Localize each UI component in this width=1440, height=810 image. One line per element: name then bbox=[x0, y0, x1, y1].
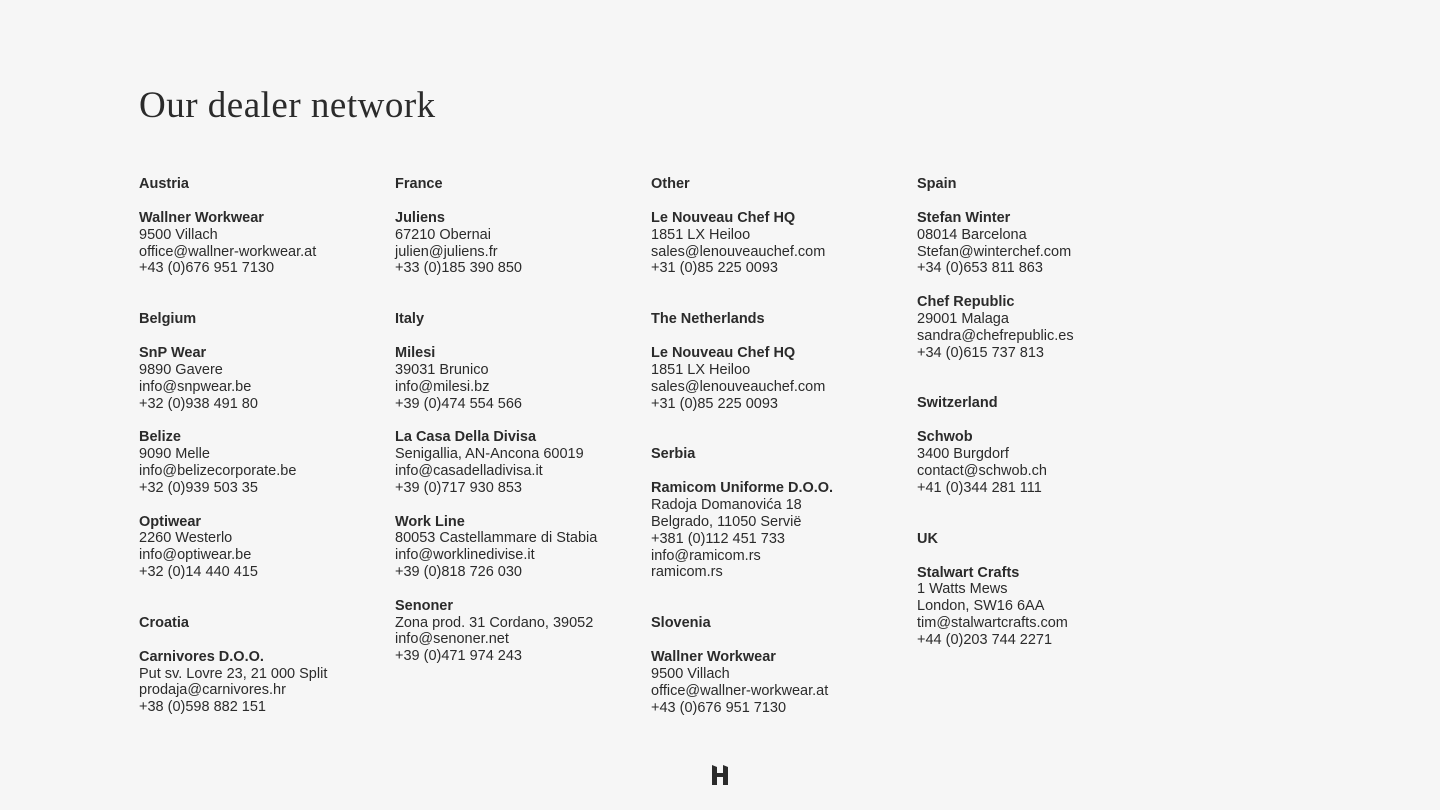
dealer-name: Milesi bbox=[395, 345, 436, 362]
dealer-phone: +34 (0)615 737 813 bbox=[917, 344, 1044, 361]
country-heading: Serbia bbox=[651, 446, 696, 463]
dealer-email: tim@stalwartcrafts.com bbox=[917, 614, 1068, 631]
dealer-phone: +39 (0)474 554 566 bbox=[395, 395, 522, 412]
dealer-phone: +39 (0)818 726 030 bbox=[395, 563, 522, 580]
dealer-entry bbox=[139, 210, 379, 277]
dealer-phone: +43 (0)676 951 7130 bbox=[651, 699, 787, 716]
dealer-detail: 2260 Westerlo bbox=[139, 530, 233, 547]
dealer-name: Schwob bbox=[917, 429, 973, 446]
dealer-phone: +38 (0)598 882 151 bbox=[139, 699, 266, 716]
country-section bbox=[139, 311, 379, 581]
dealer-detail: London, SW16 6AA bbox=[917, 598, 1045, 615]
dealer-phone: +33 (0)185 390 850 bbox=[395, 260, 522, 277]
country-section bbox=[651, 446, 901, 581]
dealer-entry bbox=[139, 429, 379, 496]
brand-h-logo-icon bbox=[711, 764, 729, 786]
dealer-column-1 bbox=[139, 176, 379, 750]
country-heading: Croatia bbox=[139, 614, 189, 631]
dealer-entry bbox=[395, 598, 635, 665]
dealer-email: info@casadelladivisa.it bbox=[395, 462, 543, 479]
dealer-entry bbox=[917, 565, 1167, 649]
dealer-email: info@worklinedivise.it bbox=[395, 547, 535, 564]
dealer-entry bbox=[139, 649, 379, 716]
dealer-name: Carnivores D.O.O. bbox=[139, 648, 264, 665]
dealer-name: Senoner bbox=[395, 597, 454, 614]
country-heading: Switzerland bbox=[917, 395, 998, 412]
dealer-phone: +32 (0)939 503 35 bbox=[139, 479, 258, 496]
country-section bbox=[651, 176, 901, 277]
country-section bbox=[917, 395, 1167, 496]
country-section bbox=[917, 531, 1167, 649]
dealer-entry bbox=[651, 345, 901, 412]
dealer-name: Wallner Workwear bbox=[139, 210, 264, 226]
dealer-detail: 67210 Obernai bbox=[395, 226, 491, 243]
dealer-entry bbox=[917, 294, 1167, 361]
dealer-phone: +44 (0)203 744 2271 bbox=[917, 631, 1053, 648]
dealer-email: sales@lenouveauchef.com bbox=[651, 243, 826, 260]
country-heading: Slovenia bbox=[651, 615, 711, 632]
dealer-name: Le Nouveau Chef HQ bbox=[651, 210, 796, 226]
dealer-name: Wallner Workwear bbox=[651, 649, 776, 666]
dealer-email: info@optiwear.be bbox=[139, 547, 252, 564]
dealer-email: Stefan@winterchef.com bbox=[917, 243, 1072, 260]
dealer-name: Le Nouveau Chef HQ bbox=[651, 345, 796, 362]
dealer-name: Stalwart Crafts bbox=[917, 564, 1020, 581]
dealer-detail: 1 Watts Mews bbox=[917, 581, 1008, 598]
dealer-entry bbox=[139, 514, 379, 581]
dealer-detail: 9500 Villach bbox=[139, 226, 218, 243]
country-heading: Belgium bbox=[139, 311, 197, 328]
dealer-detail: Belgrado, 11050 Servië bbox=[651, 513, 802, 530]
dealer-detail: 08014 Barcelona bbox=[917, 226, 1027, 243]
dealer-detail: 9090 Melle bbox=[139, 446, 210, 463]
dealer-name: Optiwear bbox=[139, 513, 202, 530]
dealer-entry bbox=[395, 514, 635, 581]
dealer-detail: Radoja Domanovića 18 bbox=[651, 497, 802, 514]
dealer-name: Chef Republic bbox=[917, 294, 1015, 311]
dealer-entry bbox=[395, 429, 635, 496]
dealer-detail: 3400 Burgdorf bbox=[917, 446, 1009, 463]
dealer-phone: +41 (0)344 281 111 bbox=[917, 479, 1042, 496]
dealer-detail: 29001 Malaga bbox=[917, 310, 1009, 327]
dealer-phone: +32 (0)938 491 80 bbox=[139, 395, 258, 412]
country-heading: The Netherlands bbox=[651, 311, 765, 328]
dealer-detail: 39031 Brunico bbox=[395, 361, 489, 378]
dealer-name: Belize bbox=[139, 429, 181, 446]
dealer-detail: 1851 LX Heiloo bbox=[651, 226, 751, 243]
dealer-detail: Senigallia, AN-Ancona 60019 bbox=[395, 446, 584, 463]
dealer-name: Work Line bbox=[395, 513, 465, 530]
dealer-name: Ramicom Uniforme D.O.O. bbox=[651, 480, 834, 497]
dealer-name: Juliens bbox=[395, 210, 445, 226]
dealer-detail: 9500 Villach bbox=[651, 665, 730, 682]
country-section bbox=[651, 311, 901, 412]
dealer-email: office@wallner-workwear.at bbox=[139, 243, 317, 260]
dealer-entry bbox=[651, 480, 901, 581]
page-title: Our dealer network bbox=[139, 85, 436, 126]
dealer-detail: 1851 LX Heiloo bbox=[651, 361, 751, 378]
dealer-phone: +34 (0)653 811 863 bbox=[917, 260, 1043, 277]
dealer-email: info@milesi.bz bbox=[395, 378, 490, 395]
dealer-phone: +31 (0)85 225 0093 bbox=[651, 395, 778, 412]
dealer-phone: +39 (0)471 974 243 bbox=[395, 648, 522, 665]
dealer-phone: +39 (0)717 930 853 bbox=[395, 479, 522, 496]
dealer-name: SnP Wear bbox=[139, 345, 207, 362]
dealer-detail: Put sv. Lovre 23, 21 000 Split bbox=[139, 665, 328, 682]
dealer-phone: +381 (0)112 451 733 bbox=[651, 530, 785, 547]
country-section bbox=[651, 615, 901, 716]
dealer-name: La Casa Della Divisa bbox=[395, 429, 537, 446]
country-heading: UK bbox=[917, 530, 938, 547]
dealer-detail: Zona prod. 31 Cordano, 39052 bbox=[395, 614, 594, 631]
dealer-phone: +31 (0)85 225 0093 bbox=[651, 260, 778, 277]
dealer-entry bbox=[917, 210, 1167, 277]
dealer-entry bbox=[139, 345, 379, 412]
dealer-entry bbox=[651, 649, 901, 716]
dealer-detail: 80053 Castellammare di Stabia bbox=[395, 530, 598, 547]
dealer-email: info@ramicom.rs bbox=[651, 547, 761, 564]
dealer-entry bbox=[395, 210, 635, 277]
dealer-email: prodaja@carnivores.hr bbox=[139, 682, 286, 699]
dealer-column-4 bbox=[917, 176, 1167, 683]
dealer-email: julien@juliens.fr bbox=[395, 243, 498, 260]
country-section bbox=[917, 176, 1167, 361]
dealer-email: sales@lenouveauchef.com bbox=[651, 378, 826, 395]
dealer-phone: +32 (0)14 440 415 bbox=[139, 563, 258, 580]
dealer-email: info@belizecorporate.be bbox=[139, 462, 297, 479]
dealer-entry bbox=[917, 429, 1167, 496]
dealer-name: Stefan Winter bbox=[917, 210, 1011, 226]
country-section bbox=[395, 176, 635, 277]
dealer-email: sandra@chefrepublic.es bbox=[917, 327, 1074, 344]
country-section bbox=[395, 311, 635, 665]
country-heading: France bbox=[395, 176, 443, 192]
dealer-email: info@senoner.net bbox=[395, 631, 509, 648]
dealer-detail: 9890 Gavere bbox=[139, 361, 223, 378]
dealer-column-3 bbox=[651, 176, 901, 750]
dealer-entry bbox=[651, 210, 901, 277]
dealer-detail: ramicom.rs bbox=[651, 564, 723, 581]
country-heading: Italy bbox=[395, 311, 425, 328]
dealer-email: office@wallner-workwear.at bbox=[651, 682, 829, 699]
country-heading: Spain bbox=[917, 176, 957, 192]
country-heading: Other bbox=[651, 176, 690, 192]
dealer-email: contact@schwob.ch bbox=[917, 462, 1047, 479]
dealer-phone: +43 (0)676 951 7130 bbox=[139, 260, 275, 277]
country-heading: Austria bbox=[139, 176, 189, 192]
country-section bbox=[139, 615, 379, 716]
dealer-email: info@snpwear.be bbox=[139, 378, 252, 395]
dealer-column-2 bbox=[395, 176, 635, 699]
country-section bbox=[139, 176, 379, 277]
dealer-entry bbox=[395, 345, 635, 412]
